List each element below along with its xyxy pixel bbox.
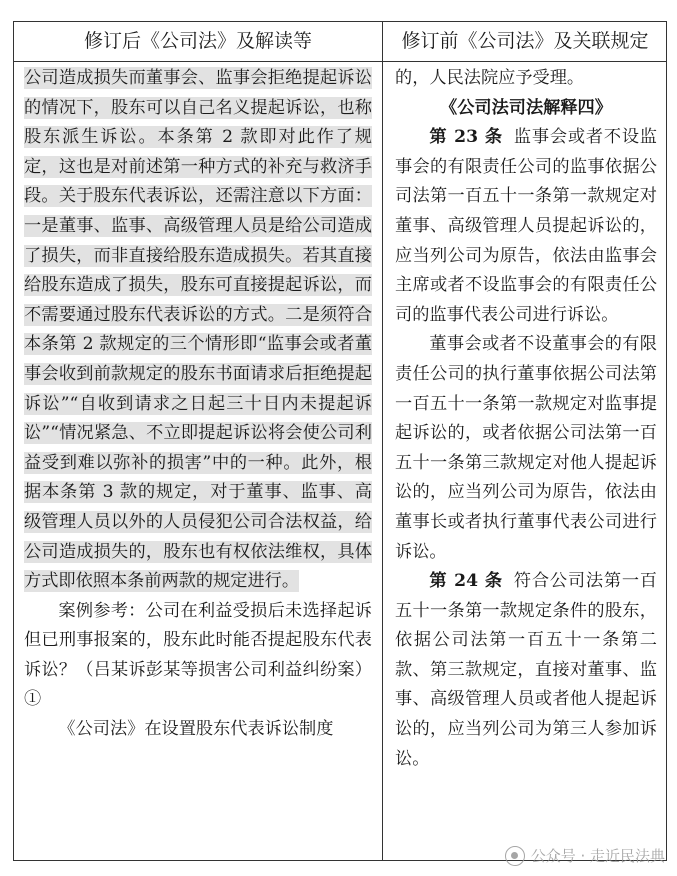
article-23-label: 第 23 条: [429, 127, 503, 148]
header-right-title: 修订前《公司法》及关联规定: [401, 30, 649, 52]
heading-text: 《公司法司法解释四》: [440, 97, 612, 118]
right-column: [395, 64, 657, 859]
left-para-case: 案例参考：公司在利益受损后未选择起诉但已刑事报案的，股东此时能否提起股东代表诉讼？（吕某诉彭某等损害公司利益纠纷案）①: [24, 600, 372, 710]
right-heading: [395, 94, 657, 124]
left-para-continued: 《公司法》在设置股东代表诉讼制度: [58, 719, 334, 740]
article-24-label: 第 24 条: [429, 571, 503, 592]
article-24-text: 符合公司法第一百五十一条第一款规定条件的股东，依据公司法第一百五十一条第二款、第三款规定，直接对董事、监事、高级管理人员或者他人提起诉讼的，应当列公司为第三人参加诉讼。: [395, 571, 657, 769]
article-24: [395, 567, 657, 774]
column-divider: [382, 22, 383, 860]
header-left-title: 修订后《公司法》及解读等: [83, 30, 312, 52]
right-para-board: 董事会或者不设董事会的有限责任公司的执行董事依据公司法第一百五十一条第一款规定对监事提起诉讼的，或者依据公司法第一百五十一条第三款规定对他人提起诉讼的，应当列公司为原告，依法由董事长或者执行董事代表公司进行诉讼。: [395, 334, 657, 562]
watermark: [505, 845, 665, 866]
right-para-continued: 的，人民法院应予受理。: [395, 68, 585, 88]
watermark-text: 公众号 · 走近民法典: [530, 847, 665, 865]
article-23-text: 监事会或者不设监事会的有限责任公司的监事依据公司法第一百五十一条第一款规定对董事、高级管理人员提起诉讼的，应当列公司为原告，依法由监事会主席或者不设监事会的有限责任公司的监事代表公司进行诉讼。: [395, 127, 657, 325]
wechat-icon: [505, 846, 525, 866]
left-column: [24, 64, 372, 859]
article-23: [395, 123, 657, 330]
comparison-table: [13, 21, 667, 861]
highlighted-text: 公司造成损失而董事会、监事会拒绝提起诉讼的情况下，股东可以自己名义提起诉讼，也称股东派生诉讼。本条第 2 款即对此作了规定，这也是对前述第一种方式的补充与救济手段。关于股东代表诉讼，还需注意以下方面：一是董事、监事、高级管理人员是给公司造成了损失，而非直接给股东造成损失。若其直接给股东造成了损失，股东可直接提起诉讼，而不需要通过股东代表诉讼的方式。二是须符合本条第 2 款规定的三个情形即“监事会或者董事会收到前款规定的股东书面请求后拒绝提起诉讼”“自收到请求之日起三十日内未提起诉讼”“情况紧急、不立即提起诉讼将会使公司利益受到难以弥补的损害”中的一种。此外，根据本条第 3 款的规定，对于董事、监事、高级管理人员以外的人员侵犯公司合法权益，给公司造成损失的，股东也有权依法维权，具体方式即依照本条前两款的规定进行。: [24, 68, 372, 592]
left-para-interpretation: [24, 64, 372, 597]
table-header: [14, 22, 666, 62]
